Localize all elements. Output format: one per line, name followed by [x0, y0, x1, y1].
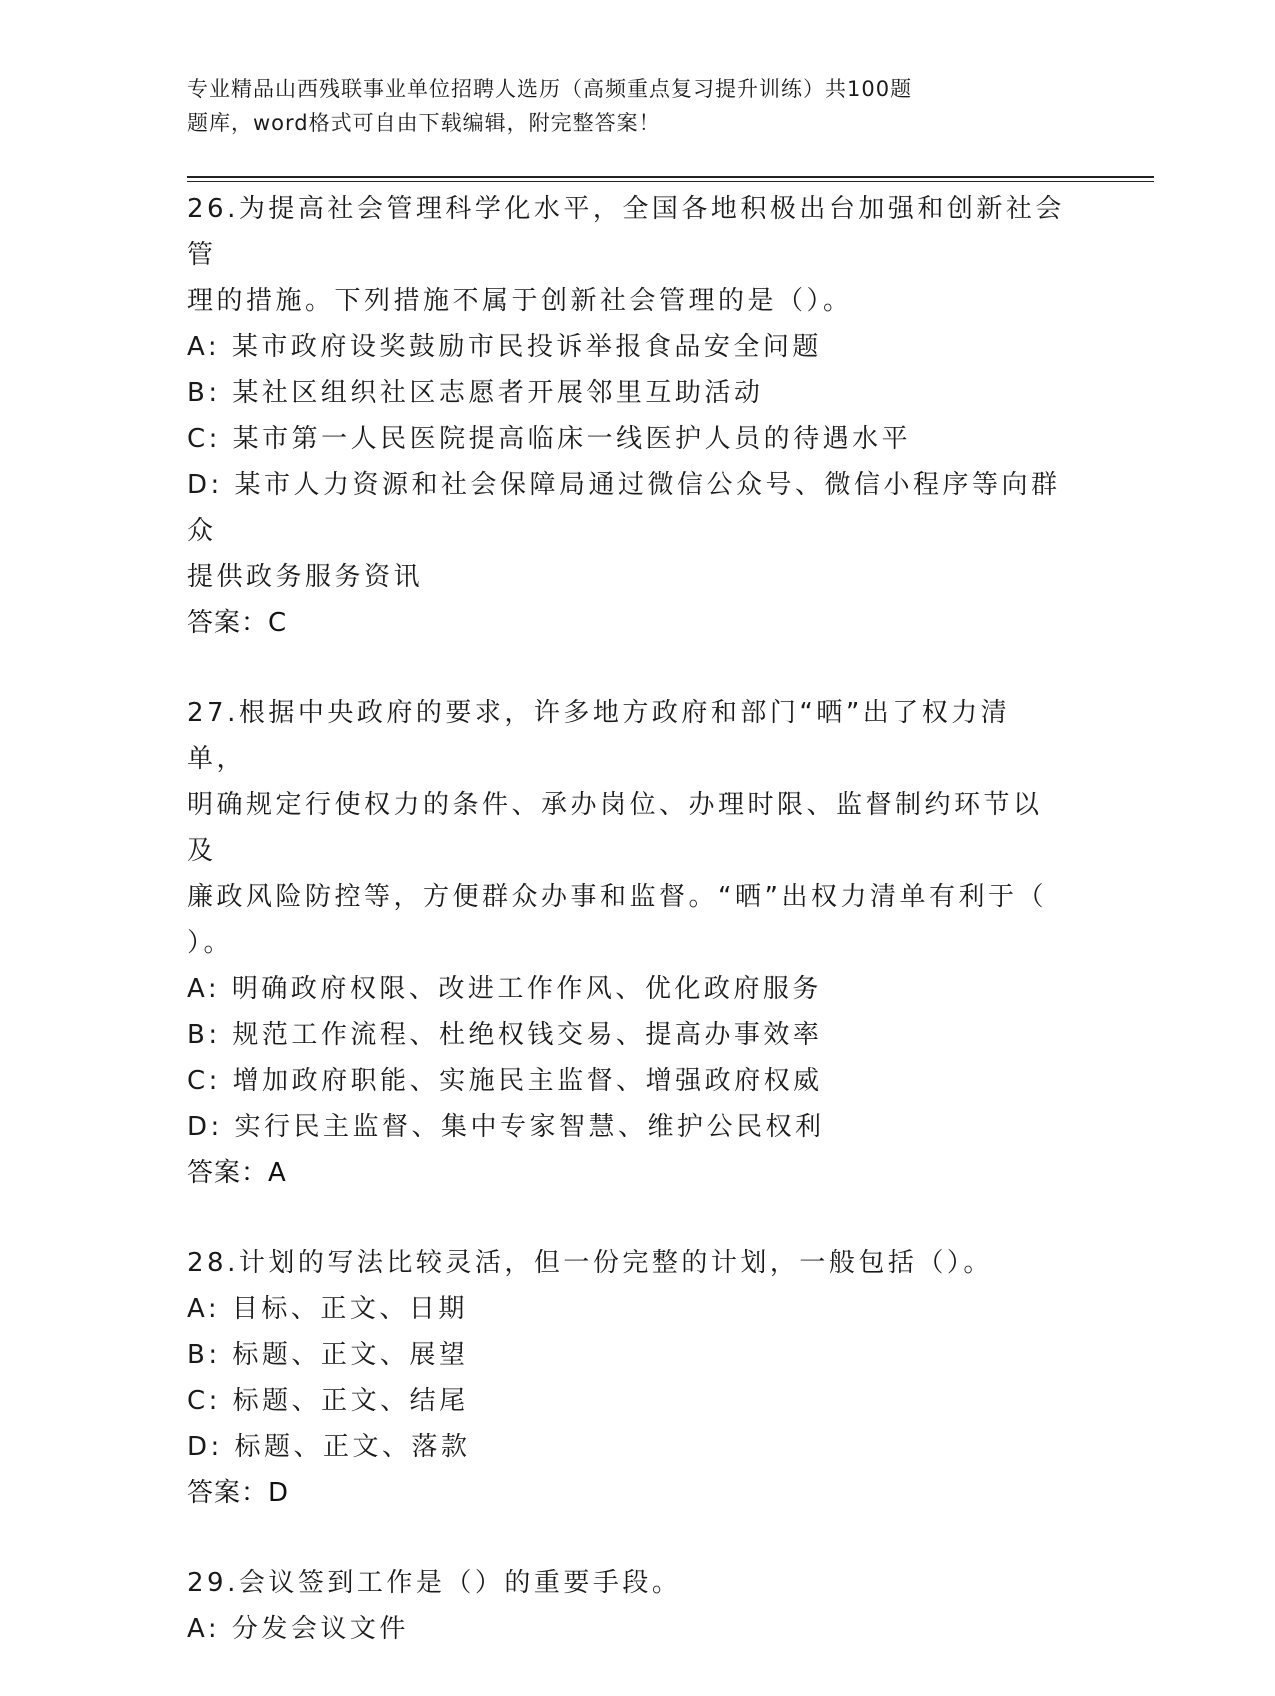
question-list: [187, 186, 1087, 1696]
answer-label: 答案：D: [187, 1478, 290, 1508]
question-stem-line: 28.计划的写法比较灵活，但一份完整的计划，一般包括（）。: [187, 1248, 993, 1278]
option-a: A: 某市政府设奖鼓励市民投诉举报食品安全问题: [187, 332, 822, 362]
option-d: D: 标题、正文、落款: [187, 1432, 471, 1462]
option-c: C: 标题、正文、结尾: [187, 1386, 469, 1416]
question-stem-line: 明确规定行使权力的条件、承办岗位、办理时限、监督制约环节以及: [187, 790, 1043, 866]
header-divider-thin: [187, 181, 1154, 182]
question-27: [187, 690, 1087, 1196]
option-a: A: 目标、正文、日期: [187, 1294, 468, 1324]
document-header: [187, 72, 1067, 140]
question-stem-line: 26.为提高社会管理科学化水平，全国各地积极出台加强和创新社会管: [187, 194, 1065, 270]
question-stem-line: 29.会议签到工作是（）的重要手段。: [187, 1568, 682, 1598]
option-d-continued: 提供政务服务资讯: [187, 562, 424, 592]
header-line-2: 题库，word格式可自由下载编辑，附完整答案！: [187, 111, 661, 135]
question-26: [187, 186, 1087, 646]
header-line-1: 专业精品山西残联事业单位招聘人选历（高频重点复习提升训练）共100题: [187, 77, 913, 101]
question-stem-line: ）。: [187, 928, 234, 958]
option-b: B: 某社区组织社区志愿者开展邻里互助活动: [187, 378, 764, 408]
header-divider-thick: [187, 176, 1154, 178]
question-stem-line: 廉政风险防控等，方便群众办事和监督。“晒”出权力清单有利于（: [187, 882, 1047, 912]
option-a: A: 分发会议文件: [187, 1614, 409, 1644]
answer-label: 答案：C: [187, 608, 288, 638]
question-stem-line: 27.根据中央政府的要求，许多地方政府和部门“晒”出了权力清单，: [187, 698, 1011, 774]
answer-label: 答案：A: [187, 1158, 287, 1188]
option-b: B: 规范工作流程、杜绝权钱交易、提高办事效率: [187, 1020, 823, 1050]
question-28: [187, 1240, 1087, 1516]
option-a: A: 明确政府权限、改进工作作风、优化政府服务: [187, 974, 822, 1004]
option-c: C: 增加政府职能、实施民主监督、增强政府权威: [187, 1066, 823, 1096]
question-stem-line: 理的措施。下列措施不属于创新社会管理的是（）。: [187, 286, 853, 316]
question-29: [187, 1560, 1087, 1652]
option-c: C: 某市第一人民医院提高临床一线医护人员的待遇水平: [187, 424, 912, 454]
option-d: D: 实行民主监督、集中专家智慧、维护公民权利: [187, 1112, 825, 1142]
option-b: B: 标题、正文、展望: [187, 1340, 469, 1370]
option-d: D: 某市人力资源和社会保障局通过微信公众号、微信小程序等向群众: [187, 470, 1061, 546]
